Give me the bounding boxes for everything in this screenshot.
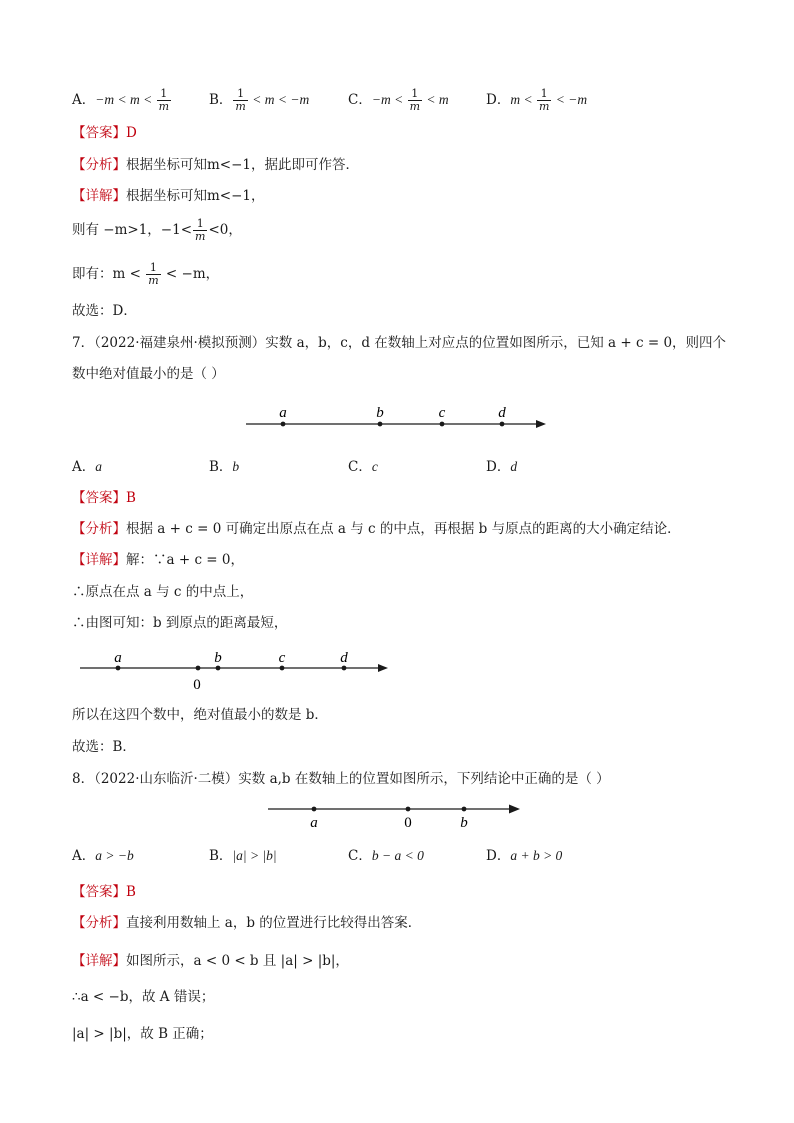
label-a: a (114, 650, 122, 666)
choice-text: < −m (552, 92, 588, 107)
q7-step2: ∴由图可知：b 到原点的距离最短， (72, 615, 288, 631)
point-d (500, 422, 505, 427)
detail-text: 如图所示，a < 0 < b 且 |a| > |b|， (126, 953, 349, 969)
fraction (408, 88, 422, 113)
q6-choice-b (209, 88, 309, 113)
analysis-text: 根据 a + c = 0 可确定出原点在点 a 与 c 的中点，再根据 b 与原点的距离的大小确定结论． (126, 521, 681, 537)
q6-detail (72, 187, 265, 205)
point-a (312, 807, 317, 812)
analysis-tag: 【分析】 (72, 915, 126, 931)
q6-choice-d (486, 88, 587, 113)
choice-text: b (232, 459, 240, 474)
q7-detail (72, 551, 244, 569)
point-b (378, 422, 383, 427)
label-d: d (498, 405, 506, 421)
choice-text: m < (510, 92, 536, 107)
q8-step2: |a| > |b|，故 B 正确； (72, 1026, 213, 1042)
label-d: d (340, 650, 348, 666)
q6-step1 (72, 218, 242, 243)
axis-arrow (378, 664, 388, 672)
fraction-denominator: m (148, 274, 159, 287)
q8-choice-d (486, 847, 562, 865)
fraction-numerator: 1 (233, 88, 247, 101)
choice-text: a (95, 459, 102, 474)
q7-choice-b (209, 458, 239, 476)
q7-analysis (72, 520, 681, 538)
answer-tag: 【答案】 (72, 884, 126, 900)
point-origin (196, 666, 201, 671)
label-a: a (310, 815, 318, 831)
fraction-numerator: 1 (537, 88, 551, 101)
choice-text: −m < m < (95, 92, 156, 107)
label-a: a (279, 405, 287, 421)
choice-label: C． (348, 459, 372, 475)
fraction-numerator: 1 (408, 88, 422, 101)
label-origin: 0 (404, 815, 412, 831)
choice-label: D． (486, 459, 511, 475)
choice-text: |a| > |b| (232, 848, 277, 863)
choice-label: A． (72, 848, 96, 864)
choice-text: b − a < 0 (371, 848, 424, 863)
q8-analysis (72, 914, 421, 932)
choice-label: A． (72, 92, 96, 108)
point-origin (406, 807, 411, 812)
fraction-denominator: m (195, 230, 206, 243)
choice-label: B． (209, 848, 233, 864)
axis-arrow (509, 805, 520, 814)
q6-analysis (72, 156, 359, 174)
fraction-denominator: m (409, 100, 421, 113)
label-c: c (278, 650, 286, 666)
step-text: 即有：m < (72, 266, 146, 282)
point-a (281, 422, 286, 427)
q7-step1: ∴原点在点 a 与 c 的中点上， (72, 584, 254, 600)
choice-text: < m (423, 92, 449, 107)
choice-text: a + b > 0 (510, 848, 563, 863)
q8-number-line (264, 796, 528, 832)
choice-label: D． (486, 848, 511, 864)
q6-answer (72, 124, 137, 142)
label-origin: 0 (193, 677, 201, 693)
point-b (462, 807, 467, 812)
choice-label: A． (72, 459, 96, 475)
q7-answer (72, 489, 136, 507)
q7-choice-c (348, 458, 378, 476)
fraction (157, 88, 171, 113)
q7-choice-d (486, 458, 517, 476)
point-c (280, 666, 285, 671)
choice-label: B． (209, 459, 233, 475)
point-c (440, 422, 445, 427)
fraction-denominator: m (158, 100, 170, 113)
detail-tag: 【详解】 (72, 188, 126, 204)
q8-choice-b (209, 847, 277, 865)
fraction-denominator: m (538, 100, 550, 113)
answer-tag: 【答案】 (72, 490, 126, 506)
fraction (146, 262, 160, 287)
q7-choice-a (72, 458, 102, 476)
q7-number-line-origin (76, 646, 406, 694)
fraction (233, 88, 247, 113)
analysis-text: 直接利用数轴上 a，b 的位置进行比较得出答案． (126, 915, 422, 931)
q6-conclusion: 故选：D． (72, 303, 137, 319)
step-text: 则有 −m>1，−1< (72, 222, 193, 238)
point-d (342, 666, 347, 671)
choice-text: < m < −m (248, 92, 310, 107)
choice-text: c (371, 459, 378, 474)
q8-step1: ∴a < −b，故 A 错误； (72, 989, 215, 1005)
analysis-tag: 【分析】 (72, 521, 126, 537)
choice-label: B． (209, 92, 233, 108)
choice-label: C． (348, 848, 372, 864)
q7-number-line (240, 400, 560, 436)
label-b: b (460, 815, 468, 831)
choice-text: d (510, 459, 518, 474)
q7-step3: 所以在这四个数中，绝对值最小的数是 b． (72, 707, 328, 723)
choice-text: −m < (371, 92, 407, 107)
analysis-tag: 【分析】 (72, 157, 126, 173)
q6-choice-a (72, 88, 172, 113)
q8-choice-a (72, 847, 134, 865)
fraction-numerator: 1 (157, 88, 171, 101)
q8-choice-c (348, 847, 424, 865)
q8-detail (72, 952, 349, 970)
fraction (537, 88, 551, 113)
label-b: b (214, 650, 222, 666)
q8-stem: 8．（2022·山东临沂·二模）实数 a,b 在数轴上的位置如图所示，下列结论中正确的是（ ） (72, 771, 610, 787)
fraction-numerator: 1 (193, 218, 207, 231)
choice-text: a > −b (95, 848, 134, 863)
q7-conclusion: 故选：B． (72, 739, 136, 755)
detail-text: 解：∵a + c = 0， (126, 552, 244, 568)
answer-tag: 【答案】 (72, 125, 126, 141)
detail-tag: 【详解】 (72, 953, 126, 969)
analysis-text: 根据坐标可知m<−1，据此即可作答． (126, 157, 360, 173)
fraction-numerator: 1 (146, 262, 160, 275)
answer-value: D (126, 125, 137, 141)
q6-choice-c (348, 88, 449, 113)
q8-answer (72, 883, 136, 901)
detail-text: 根据坐标可知m<−1， (126, 188, 265, 204)
fraction-denominator: m (235, 100, 246, 113)
label-c: c (438, 405, 446, 421)
answer-value: B (126, 884, 136, 900)
step-text: < −m， (161, 266, 220, 282)
step-text: <0， (208, 222, 242, 238)
fraction (193, 218, 207, 243)
point-b (216, 666, 221, 671)
answer-value: B (126, 490, 136, 506)
q7-stem-line2: 数中绝对值最小的是（ ） (72, 366, 225, 382)
detail-tag: 【详解】 (72, 552, 126, 568)
choice-label: D． (486, 92, 511, 108)
choice-label: C． (348, 92, 372, 108)
axis-arrow (536, 420, 546, 428)
point-a (116, 666, 121, 671)
label-b: b (376, 405, 384, 421)
q6-step2 (72, 262, 219, 287)
q7-stem-line1: 7．（2022·福建泉州·模拟预测）实数 a，b，c，d 在数轴上对应点的位置如图所示，已知 a + c = 0，则四个 (72, 335, 727, 351)
